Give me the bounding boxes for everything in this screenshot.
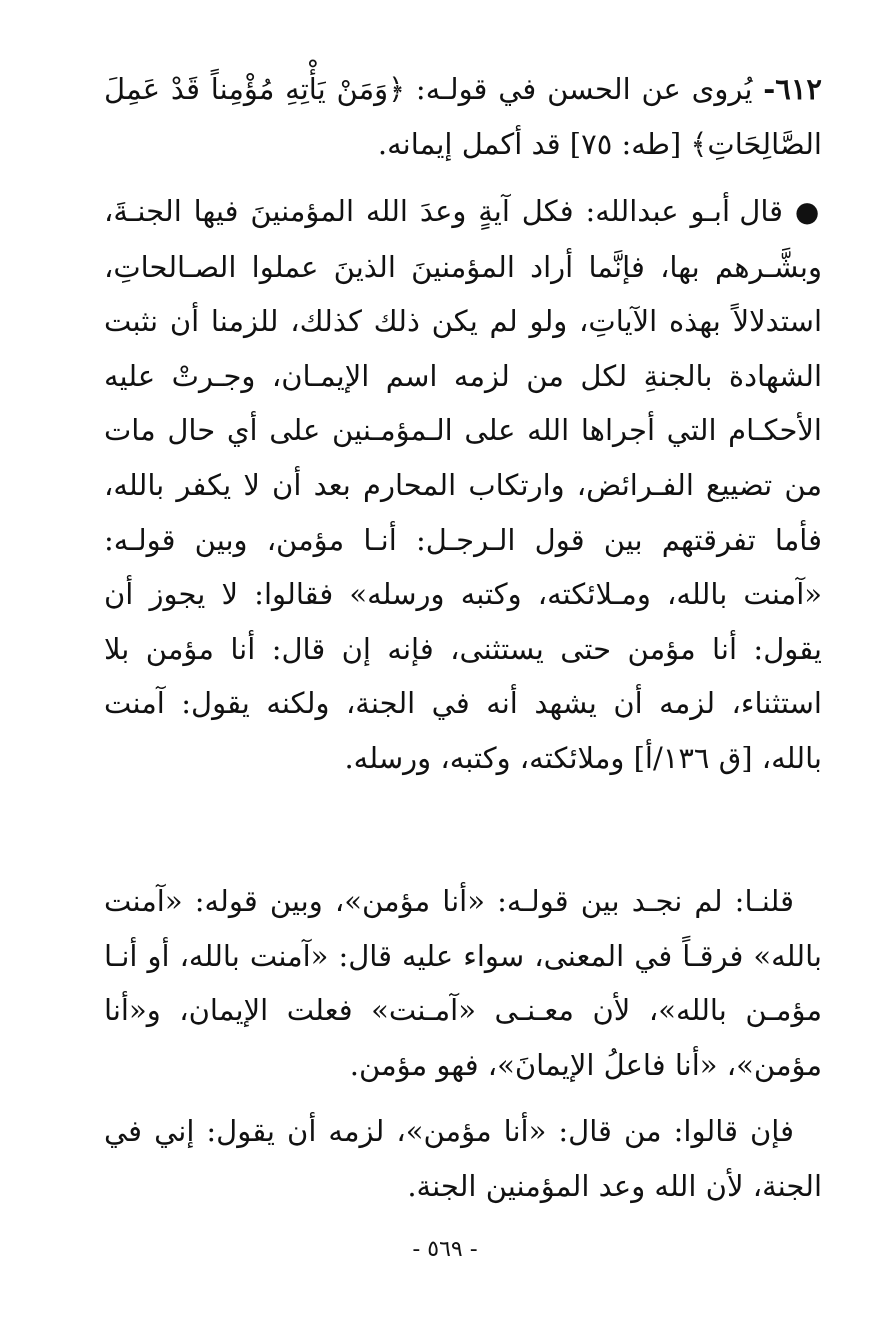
quote-text: قال أبـو عبدالله: فكل آيةٍ وعدَ الله المؤمنينَ فيها الجنـةَ، وبشَّـرهم بها، فإنَّما أراد المؤمنينَ الذينَ عملوا الصـالحاتِ، استدلالاً بهذه الآياتِ، ولو لم يكن ذلك كذلك، للزمنا أن نثبت الشهادة بالجنةِ لكل من لزمه اسم الإيمـان، وجـرتْ عليه الأحكـام التي أجراها الله على الـمؤمـنين على أي حال مات من تضييع الفـرائض، وارتكاب المحارم بعد أن لا يكفر بالله، فأما تفرقتهم بين قول الـرجـل: أنـا مؤمن، وبين قولـه: «آمنت بالله، ومـلائكته، وكتبه ورسله» فقالوا: لا يجوز أن يقول: أنا مؤمن حتى يستثنى، فإنه إن قال: أنا مؤمن بلا استثناء، لزمه أن يشهد أنه في الجنة، ولكنه يقول: آمنت بالله، [ق ١٣٦/أ] وملائكته، وكتبه، ورسله.	[104, 194, 822, 775]
reply-text: قلنـا: لم نجـد بين قولـه: «أنا مؤمن»، وبين قوله: «آمنت بالله» فرقـاً في المعنى، سواء عليه قال: «آمنت بالله، أو أنـا مؤمـن بالله»، لأن معـنـى «آمـنت» فعلت الإيمان، و«أنا مؤمن»، «أنا فاعلُ الإيمانَ»، فهو مؤمن.	[104, 884, 822, 1082]
reply-paragraph	[104, 874, 822, 1092]
entry-paragraph	[104, 62, 822, 171]
quote-paragraph	[104, 184, 822, 786]
objection-text: فإن قالوا: من قال: «أنا مؤمن»، لزمه أن يقول: إني في الجنة، لأن الله وعد المؤمنين الجنة.	[104, 1114, 822, 1203]
page-number: - ٥٦٩ -	[412, 1237, 478, 1262]
objection-paragraph	[104, 1104, 822, 1213]
entry-text: يُروى عن الحسن في قولـه: ﴿وَمَنْ يَأْتِهِ مُؤْمِناً قَدْ عَمِلَ الصَّالِحَاتِ﴾ [طه: ٧٥] قد أكمل إيمانه.	[104, 72, 822, 161]
entry-number: ٦١٢-	[763, 72, 823, 106]
bullet-icon: ●	[794, 195, 823, 228]
